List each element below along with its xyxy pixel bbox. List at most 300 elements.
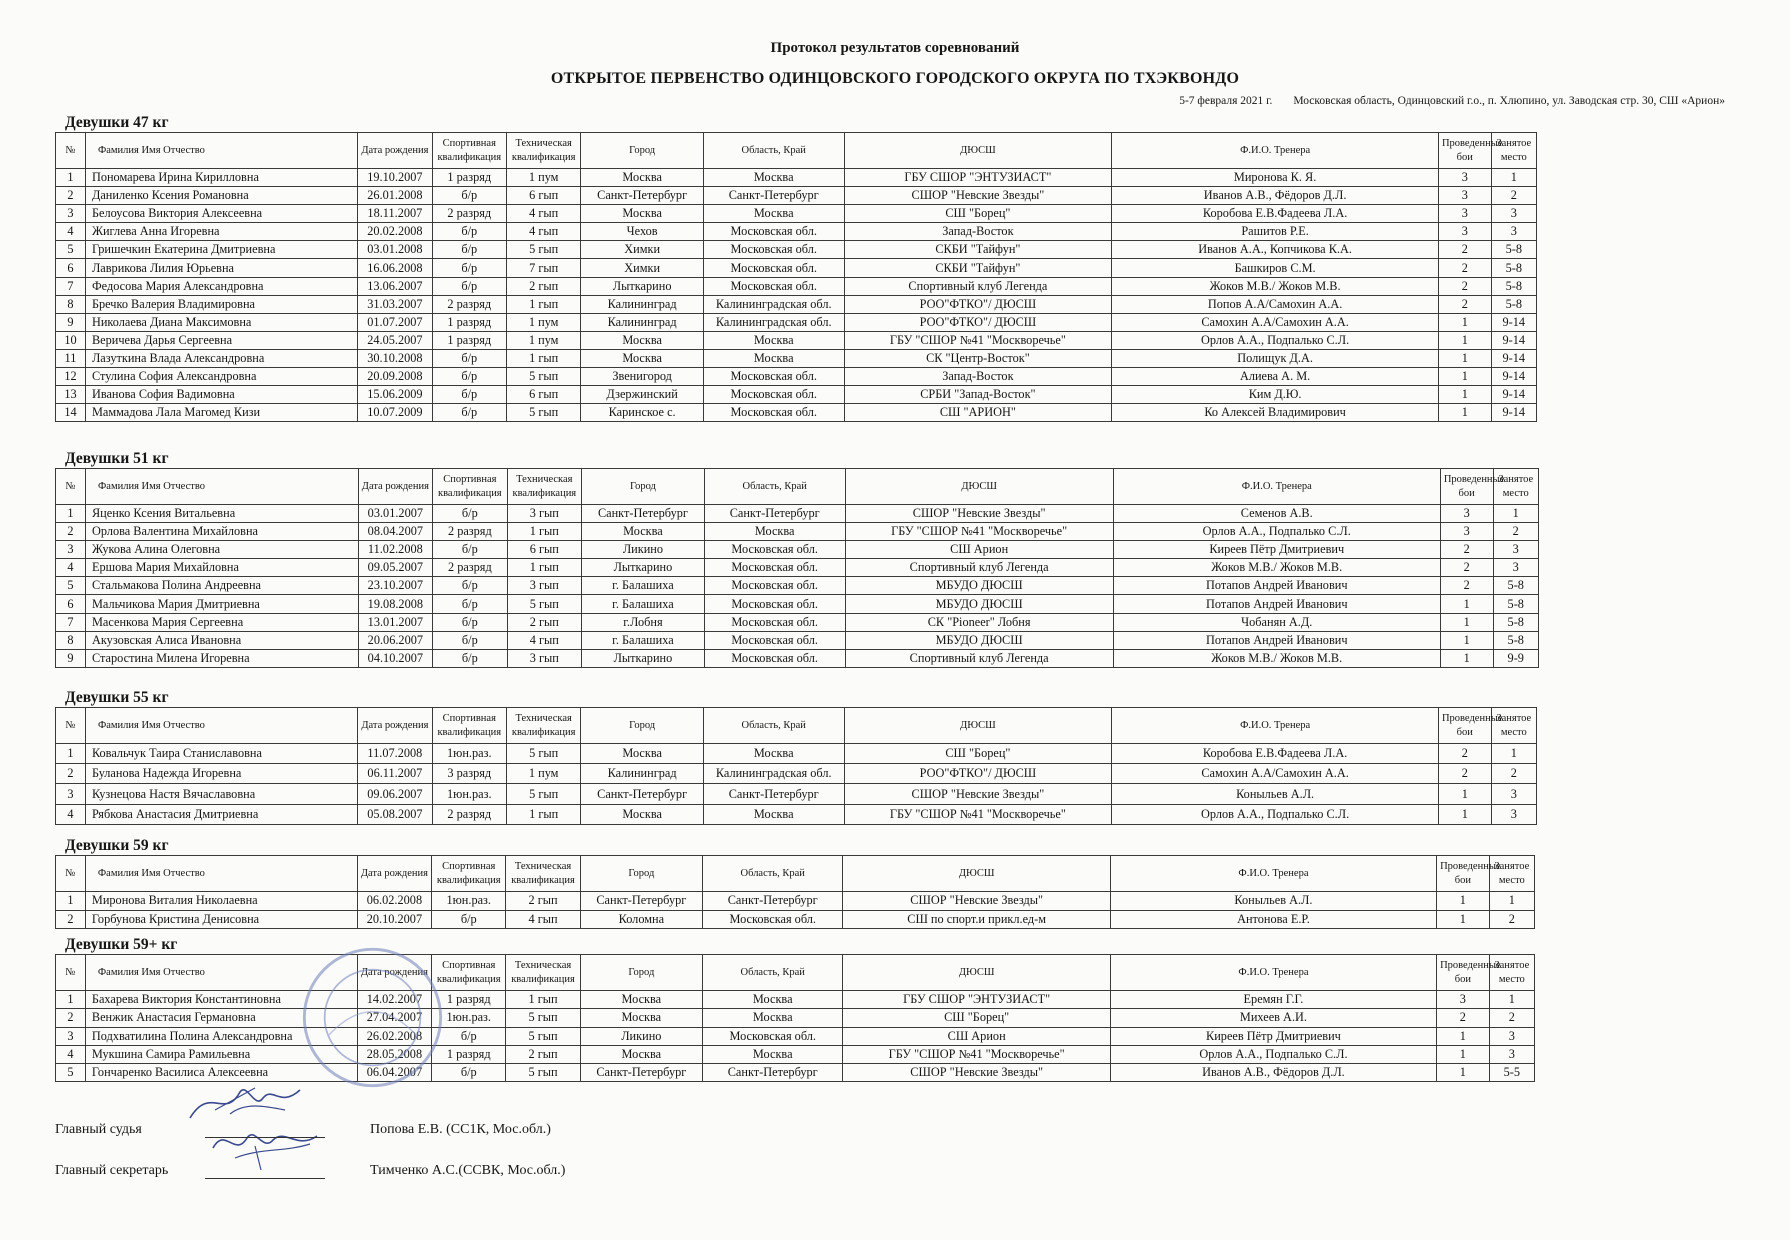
cell-region: Московская обл.	[704, 541, 845, 559]
cell-region: Москва	[703, 1045, 843, 1063]
cell-coach: Киреев Пётр Дмитриевич	[1113, 541, 1440, 559]
cell-sport-qual: 1 разряд	[432, 331, 506, 349]
cell-tech-qual: 4 гып	[506, 205, 580, 223]
cell-sport-qual: 1юн.раз.	[432, 892, 506, 911]
cell-tech-qual: 1 гып	[506, 295, 580, 313]
table-row	[56, 804, 1537, 824]
col-header-city: Город	[581, 708, 704, 744]
cell-name: Старостина Милена Игоревна	[85, 649, 358, 667]
cell-fights: 2	[1440, 541, 1493, 559]
cell-coach: Коныльев А.Л.	[1110, 892, 1436, 911]
cell-tech-qual: 2 гып	[506, 1045, 580, 1063]
cell-tech-qual: 1 пум	[506, 764, 580, 784]
cell-city: Москва	[580, 991, 702, 1009]
cell-coach: Потапов Андрей Иванович	[1113, 631, 1440, 649]
cell-city: Калининград	[581, 313, 704, 331]
table-row	[56, 764, 1537, 784]
table-row	[56, 404, 1537, 422]
cell-tech-qual: 1 гып	[507, 523, 582, 541]
cell-coach: Коробова Е.В.Фадеева Л.А.	[1112, 744, 1439, 764]
cell-region: Москва	[703, 804, 844, 824]
cell-place: 3	[1491, 223, 1536, 241]
cell-sport-qual: 2 разряд	[433, 523, 508, 541]
cell-place: 1	[1489, 991, 1534, 1009]
cell-place: 5-8	[1493, 595, 1538, 613]
cell-tech-qual: 4 гып	[507, 631, 582, 649]
cell-place: 9-14	[1491, 313, 1536, 331]
cell-place: 3	[1491, 784, 1536, 804]
cell-region: Московская обл.	[703, 910, 843, 929]
cell-num: 1	[56, 505, 86, 523]
cell-place: 2	[1491, 764, 1536, 784]
cell-coach: Иванов А.В., Фёдоров Д.Л.	[1110, 1064, 1436, 1082]
cell-coach: Орлов А.А., Подпалько С.Л.	[1112, 331, 1439, 349]
col-header-birth: Дата рождения	[357, 856, 431, 892]
cell-city: г. Балашиха	[582, 577, 705, 595]
cell-coach: Иванов А.А., Копчикова К.А.	[1112, 241, 1439, 259]
cell-place: 3	[1489, 1045, 1534, 1063]
cell-birth: 06.11.2007	[358, 764, 432, 784]
cell-coach: Алиева А. М.	[1112, 368, 1439, 386]
cell-tech-qual: 2 гып	[507, 613, 582, 631]
cell-region: Санкт-Петербург	[703, 892, 843, 911]
col-header-birth: Дата рождения	[358, 133, 432, 169]
cell-region: Калининградская обл.	[703, 295, 844, 313]
col-header-coach: Ф.И.О. Тренера	[1110, 955, 1436, 991]
cell-birth: 20.10.2007	[357, 910, 431, 929]
cell-birth: 01.07.2007	[358, 313, 432, 331]
cell-sport-qual: 2 разряд	[432, 205, 506, 223]
category-section	[55, 935, 1535, 1082]
cell-school: ГБУ СШОР "ЭНТУЗИАСТ"	[843, 991, 1110, 1009]
secretary-sign-row	[55, 1138, 565, 1179]
header-row	[56, 955, 1535, 991]
col-header-school: ДЮСШ	[844, 133, 1112, 169]
results-table	[55, 707, 1537, 825]
cell-school: СШОР "Невские Звезды"	[845, 505, 1113, 523]
cell-coach: Михеев А.И.	[1110, 1009, 1436, 1027]
cell-sport-qual: 1юн.раз.	[432, 744, 506, 764]
cell-city: Москва	[581, 804, 704, 824]
cell-sport-qual: б/р	[432, 187, 506, 205]
cell-region: Москва	[703, 169, 844, 187]
cell-sport-qual: б/р	[433, 541, 508, 559]
cell-name: Кузнецова Настя Вячаславовна	[85, 784, 357, 804]
secretary-name: Тимченко А.С.(ССВК, Мос.обл.)	[370, 1163, 566, 1178]
cell-coach: Киреев Пётр Дмитриевич	[1110, 1027, 1436, 1045]
cell-coach: Миронова К. Я.	[1112, 169, 1439, 187]
table-row	[56, 223, 1537, 241]
col-header-fights: Проведенные бои	[1438, 708, 1491, 744]
cell-region: Московская обл.	[703, 223, 844, 241]
cell-school: СКБИ "Тайфун"	[844, 259, 1112, 277]
cell-num: 2	[56, 1009, 86, 1027]
cell-tech-qual: 1 гып	[506, 349, 580, 367]
cell-fights: 1	[1440, 595, 1493, 613]
cell-fights: 1	[1438, 349, 1491, 367]
cell-school: СШ "АРИОН"	[844, 404, 1112, 422]
cell-school: СШОР "Невские Звезды"	[844, 784, 1112, 804]
cell-fights: 3	[1440, 505, 1493, 523]
cell-fights: 1	[1438, 804, 1491, 824]
cell-city: Москва	[582, 523, 705, 541]
cell-num: 4	[56, 223, 86, 241]
cell-birth: 27.04.2007	[357, 1009, 431, 1027]
cell-city: Чехов	[581, 223, 704, 241]
cell-place: 1	[1493, 505, 1538, 523]
cell-city: Химки	[581, 241, 704, 259]
cell-tech-qual: 5 гып	[506, 368, 580, 386]
cell-sport-qual: 1юн.раз.	[432, 1009, 506, 1027]
cell-place: 3	[1493, 541, 1538, 559]
cell-sport-qual: б/р	[432, 223, 506, 241]
category-title: Девушки 55 кг	[65, 689, 169, 706]
judge-label: Главный судья	[55, 1122, 142, 1137]
cell-coach: Рашитов Р.Е.	[1112, 223, 1439, 241]
col-header-num: №	[56, 955, 86, 991]
cell-fights: 3	[1438, 187, 1491, 205]
cell-city: г. Балашиха	[582, 631, 705, 649]
category-title: Девушки 47 кг	[65, 114, 169, 131]
cell-place: 5-8	[1493, 631, 1538, 649]
cell-sport-qual: 1юн.раз.	[432, 784, 506, 804]
col-header-place: Занятое место	[1493, 469, 1538, 505]
cell-sport-qual: б/р	[432, 1064, 506, 1082]
col-header-name: Фамилия Имя Отчество	[85, 955, 357, 991]
cell-sport-qual: б/р	[432, 910, 506, 929]
cell-city: Звенигород	[581, 368, 704, 386]
header-row	[56, 856, 1535, 892]
cell-name: Бахарева Виктория Константиновна	[85, 991, 357, 1009]
col-header-birth: Дата рождения	[358, 469, 433, 505]
cell-coach: Башкиров С.М.	[1112, 259, 1439, 277]
cell-num: 5	[56, 241, 86, 259]
cell-sport-qual: б/р	[433, 505, 508, 523]
col-header-tech-qual: Техническая квалификация	[506, 856, 580, 892]
cell-num: 6	[56, 259, 86, 277]
cell-sport-qual: 2 разряд	[432, 804, 506, 824]
table-row	[56, 295, 1537, 313]
cell-school: ГБУ "СШОР №41 "Москворечье"	[844, 331, 1112, 349]
cell-school: Запад-Восток	[844, 368, 1112, 386]
cell-coach: Семенов А.В.	[1113, 505, 1440, 523]
cell-name: Стулина София Александровна	[85, 368, 357, 386]
cell-coach: Потапов Андрей Иванович	[1113, 577, 1440, 595]
cell-school: СШ "Борец"	[843, 1009, 1110, 1027]
cell-name: Жиглева Анна Игоревна	[85, 223, 357, 241]
competition-title: ОТКРЫТОЕ ПЕРВЕНСТВО ОДИНЦОВСКОГО ГОРОДСКОГО ОКРУГА ПО ТХЭКВОНДО	[550, 70, 1240, 87]
results-table	[55, 954, 1535, 1082]
cell-name: Бречко Валерия Владимировна	[85, 295, 357, 313]
cell-num: 3	[56, 205, 86, 223]
col-header-sport-qual: Спортивная квалификация	[432, 133, 506, 169]
cell-place: 9-14	[1491, 404, 1536, 422]
cell-city: Москва	[580, 1045, 702, 1063]
cell-num: 13	[56, 386, 86, 404]
cell-tech-qual: 1 гып	[506, 804, 580, 824]
cell-birth: 28.05.2008	[357, 1045, 431, 1063]
category-title: Девушки 59+ кг	[65, 936, 178, 953]
cell-school: СШ Арион	[843, 1027, 1110, 1045]
cell-birth: 15.06.2009	[358, 386, 432, 404]
cell-name: Миронова Виталия Николаевна	[85, 892, 357, 911]
cell-city: Москва	[581, 349, 704, 367]
cell-school: МБУДО ДЮСШ	[845, 595, 1113, 613]
cell-region: Московская обл.	[704, 577, 845, 595]
signatures-block	[55, 1097, 565, 1179]
col-header-birth: Дата рождения	[357, 955, 431, 991]
cell-sport-qual: 2 разряд	[433, 559, 508, 577]
cell-school: СШ "Борец"	[844, 744, 1112, 764]
cell-tech-qual: 5 гып	[506, 1064, 580, 1082]
secretary-sign-line	[205, 1162, 325, 1179]
category-section	[55, 688, 1537, 825]
cell-birth: 26.02.2008	[357, 1027, 431, 1045]
col-header-city: Город	[580, 955, 702, 991]
cell-birth: 19.08.2008	[358, 595, 433, 613]
cell-sport-qual: 3 разряд	[432, 764, 506, 784]
cell-birth: 30.10.2008	[358, 349, 432, 367]
table-row	[56, 259, 1537, 277]
cell-region: Калининградская обл.	[703, 764, 844, 784]
header-row	[56, 708, 1537, 744]
cell-city: Ликино	[582, 541, 705, 559]
cell-num: 2	[56, 764, 86, 784]
cell-place: 5-8	[1491, 241, 1536, 259]
cell-birth: 04.10.2007	[358, 649, 433, 667]
cell-region: Москва	[703, 331, 844, 349]
table-row	[56, 541, 1539, 559]
cell-coach: Жоков М.В./ Жоков М.В.	[1112, 277, 1439, 295]
cell-num: 9	[56, 649, 86, 667]
cell-sport-qual: б/р	[432, 368, 506, 386]
cell-city: Ликино	[580, 1027, 702, 1045]
cell-name: Лаврикова Лилия Юрьевна	[85, 259, 357, 277]
cell-region: Московская обл.	[703, 241, 844, 259]
table-row	[56, 241, 1537, 259]
cell-num: 2	[56, 187, 86, 205]
cell-coach: Орлов А.А., Подпалько С.Л.	[1110, 1045, 1436, 1063]
cell-place: 2	[1489, 910, 1534, 929]
cell-fights: 1	[1438, 386, 1491, 404]
cell-birth: 16.06.2008	[358, 259, 432, 277]
cell-sport-qual: 1 разряд	[432, 1045, 506, 1063]
cell-coach: Орлов А.А., Подпалько С.Л.	[1112, 804, 1439, 824]
table-row	[56, 331, 1537, 349]
cell-fights: 1	[1437, 1045, 1490, 1063]
cell-tech-qual: 7 гып	[506, 259, 580, 277]
cell-name: Белоусова Виктория Алексеевна	[85, 205, 357, 223]
cell-tech-qual: 5 гып	[506, 1009, 580, 1027]
cell-name: Гончаренко Василиса Алексеевна	[85, 1064, 357, 1082]
cell-fights: 2	[1437, 1009, 1490, 1027]
cell-birth: 06.02.2008	[357, 892, 431, 911]
cell-place: 5-8	[1491, 295, 1536, 313]
cell-num: 4	[56, 1045, 86, 1063]
table-row	[56, 205, 1537, 223]
col-header-name: Фамилия Имя Отчество	[85, 856, 357, 892]
col-header-tech-qual: Техническая квалификация	[507, 469, 582, 505]
cell-num: 1	[56, 744, 86, 764]
cell-place: 2	[1491, 187, 1536, 205]
col-header-num: №	[56, 469, 86, 505]
cell-coach: Чобанян А.Д.	[1113, 613, 1440, 631]
cell-num: 11	[56, 349, 86, 367]
col-header-num: №	[56, 708, 86, 744]
col-header-tech-qual: Техническая квалификация	[506, 955, 580, 991]
cell-birth: 09.06.2007	[358, 784, 432, 804]
cell-school: РОО"ФТКО"/ ДЮСШ	[844, 313, 1112, 331]
cell-city: Санкт-Петербург	[581, 187, 704, 205]
cell-place: 1	[1489, 892, 1534, 911]
cell-region: Московская обл.	[703, 259, 844, 277]
cell-name: Рябкова Анастасия Дмитриевна	[85, 804, 357, 824]
cell-school: ГБУ "СШОР №41 "Москворечье"	[844, 804, 1112, 824]
col-header-coach: Ф.И.О. Тренера	[1113, 469, 1440, 505]
cell-fights: 2	[1438, 241, 1491, 259]
cell-fights: 3	[1440, 523, 1493, 541]
cell-region: Москва	[703, 744, 844, 764]
cell-school: РОО"ФТКО"/ ДЮСШ	[844, 295, 1112, 313]
cell-birth: 20.06.2007	[358, 631, 433, 649]
col-header-school: ДЮСШ	[845, 469, 1113, 505]
cell-place: 3	[1491, 205, 1536, 223]
cell-birth: 13.01.2007	[358, 613, 433, 631]
cell-name: Горбунова Кристина Денисовна	[85, 910, 357, 929]
cell-name: Лазуткина Влада Александровна	[85, 349, 357, 367]
cell-place: 9-14	[1491, 349, 1536, 367]
cell-school: СК "Pioneer" Лобня	[845, 613, 1113, 631]
cell-sport-qual: б/р	[433, 631, 508, 649]
cell-name: Даниленко Ксения Романовна	[85, 187, 357, 205]
col-header-coach: Ф.И.О. Тренера	[1110, 856, 1436, 892]
cell-region: Санкт-Петербург	[704, 505, 845, 523]
cell-birth: 18.11.2007	[358, 205, 432, 223]
cell-school: Спортивный клуб Легенда	[845, 559, 1113, 577]
col-header-place: Занятое место	[1489, 955, 1534, 991]
cell-name: Орлова Валентина Михайловна	[85, 523, 358, 541]
table-row	[56, 559, 1539, 577]
cell-fights: 1	[1440, 649, 1493, 667]
competition-location: Московская область, Одинцовский г.о., п. Хлюпино, ул. Заводская стр. 30, СШ «Арион»	[1293, 95, 1725, 107]
cell-place: 5-8	[1493, 577, 1538, 595]
cell-city: Москва	[581, 331, 704, 349]
cell-name: Яценко Ксения Витальевна	[85, 505, 358, 523]
col-header-num: №	[56, 133, 86, 169]
cell-coach: Антонова Е.Р.	[1110, 910, 1436, 929]
cell-city: Каринское с.	[581, 404, 704, 422]
table-row	[56, 595, 1539, 613]
cell-coach: Попов А.А/Самохин А.А.	[1112, 295, 1439, 313]
col-header-name: Фамилия Имя Отчество	[85, 708, 357, 744]
cell-city: Москва	[581, 205, 704, 223]
results-table	[55, 468, 1539, 668]
cell-name: Акузовская Алиса Ивановна	[85, 631, 358, 649]
cell-region: Калининградская обл.	[703, 313, 844, 331]
cell-birth: 06.04.2007	[357, 1064, 431, 1082]
cell-sport-qual: 1 разряд	[432, 313, 506, 331]
category-title: Девушки 51 кг	[65, 450, 169, 467]
cell-place: 9-14	[1491, 368, 1536, 386]
cell-sport-qual: б/р	[432, 386, 506, 404]
cell-place: 2	[1493, 523, 1538, 541]
cell-num: 2	[56, 523, 86, 541]
cell-fights: 1	[1438, 313, 1491, 331]
cell-city: Лыткарино	[581, 277, 704, 295]
cell-school: ГБУ СШОР "ЭНТУЗИАСТ"	[844, 169, 1112, 187]
cell-birth: 24.05.2007	[358, 331, 432, 349]
date-location	[1179, 95, 1725, 107]
cell-tech-qual: 2 гып	[506, 892, 580, 911]
col-header-fights: Проведенные бои	[1438, 133, 1491, 169]
col-header-sport-qual: Спортивная квалификация	[432, 955, 506, 991]
judge-sign-row	[55, 1097, 565, 1138]
cell-tech-qual: 1 гып	[507, 559, 582, 577]
cell-name: Иванова София Вадимовна	[85, 386, 357, 404]
table-row	[56, 744, 1537, 764]
cell-city: Москва	[580, 1009, 702, 1027]
cell-school: ГБУ "СШОР №41 "Москворечье"	[843, 1045, 1110, 1063]
cell-place: 3	[1489, 1027, 1534, 1045]
cell-sport-qual: б/р	[432, 349, 506, 367]
cell-coach: Жоков М.В./ Жоков М.В.	[1113, 649, 1440, 667]
cell-name: Гришечкин Екатерина Дмитриевна	[85, 241, 357, 259]
cell-school: СШОР "Невские Звезды"	[843, 892, 1110, 911]
col-header-city: Город	[580, 856, 702, 892]
table-row	[56, 523, 1539, 541]
cell-sport-qual: б/р	[432, 259, 506, 277]
col-header-fights: Проведенные бои	[1437, 955, 1490, 991]
cell-sport-qual: б/р	[433, 595, 508, 613]
table-row	[56, 991, 1535, 1009]
cell-coach: Потапов Андрей Иванович	[1113, 595, 1440, 613]
category-section	[55, 113, 1537, 422]
table-row	[56, 277, 1537, 295]
cell-num: 10	[56, 331, 86, 349]
cell-region: Санкт-Петербург	[703, 187, 844, 205]
cell-fights: 2	[1438, 277, 1491, 295]
cell-tech-qual: 6 гып	[506, 187, 580, 205]
cell-num: 1	[56, 892, 86, 911]
table-row	[56, 649, 1539, 667]
cell-name: Маммадова Лала Магомед Кизи	[85, 404, 357, 422]
cell-school: СШОР "Невские Звезды"	[843, 1064, 1110, 1082]
judge-sign-line	[205, 1121, 325, 1138]
col-header-fights: Проведенные бои	[1437, 856, 1490, 892]
cell-region: Московская обл.	[703, 1027, 843, 1045]
cell-tech-qual: 4 гып	[506, 223, 580, 241]
cell-city: Лыткарино	[582, 649, 705, 667]
cell-name: Стальмакова Полина Андреевна	[85, 577, 358, 595]
cell-birth: 26.01.2008	[358, 187, 432, 205]
cell-num: 5	[56, 1064, 86, 1082]
cell-place: 3	[1491, 804, 1536, 824]
cell-num: 7	[56, 613, 86, 631]
cell-place: 5-5	[1489, 1064, 1534, 1082]
cell-place: 5-8	[1491, 277, 1536, 295]
cell-num: 3	[56, 541, 86, 559]
cell-school: СКБИ "Тайфун"	[844, 241, 1112, 259]
cell-birth: 20.09.2008	[358, 368, 432, 386]
table-row	[56, 1027, 1535, 1045]
cell-num: 1	[56, 169, 86, 187]
cell-school: Спортивный клуб Легенда	[845, 649, 1113, 667]
cell-num: 4	[56, 804, 86, 824]
cell-birth: 09.05.2007	[358, 559, 433, 577]
cell-region: Московская обл.	[704, 595, 845, 613]
cell-tech-qual: 5 гып	[506, 241, 580, 259]
col-header-tech-qual: Техническая квалификация	[506, 133, 580, 169]
